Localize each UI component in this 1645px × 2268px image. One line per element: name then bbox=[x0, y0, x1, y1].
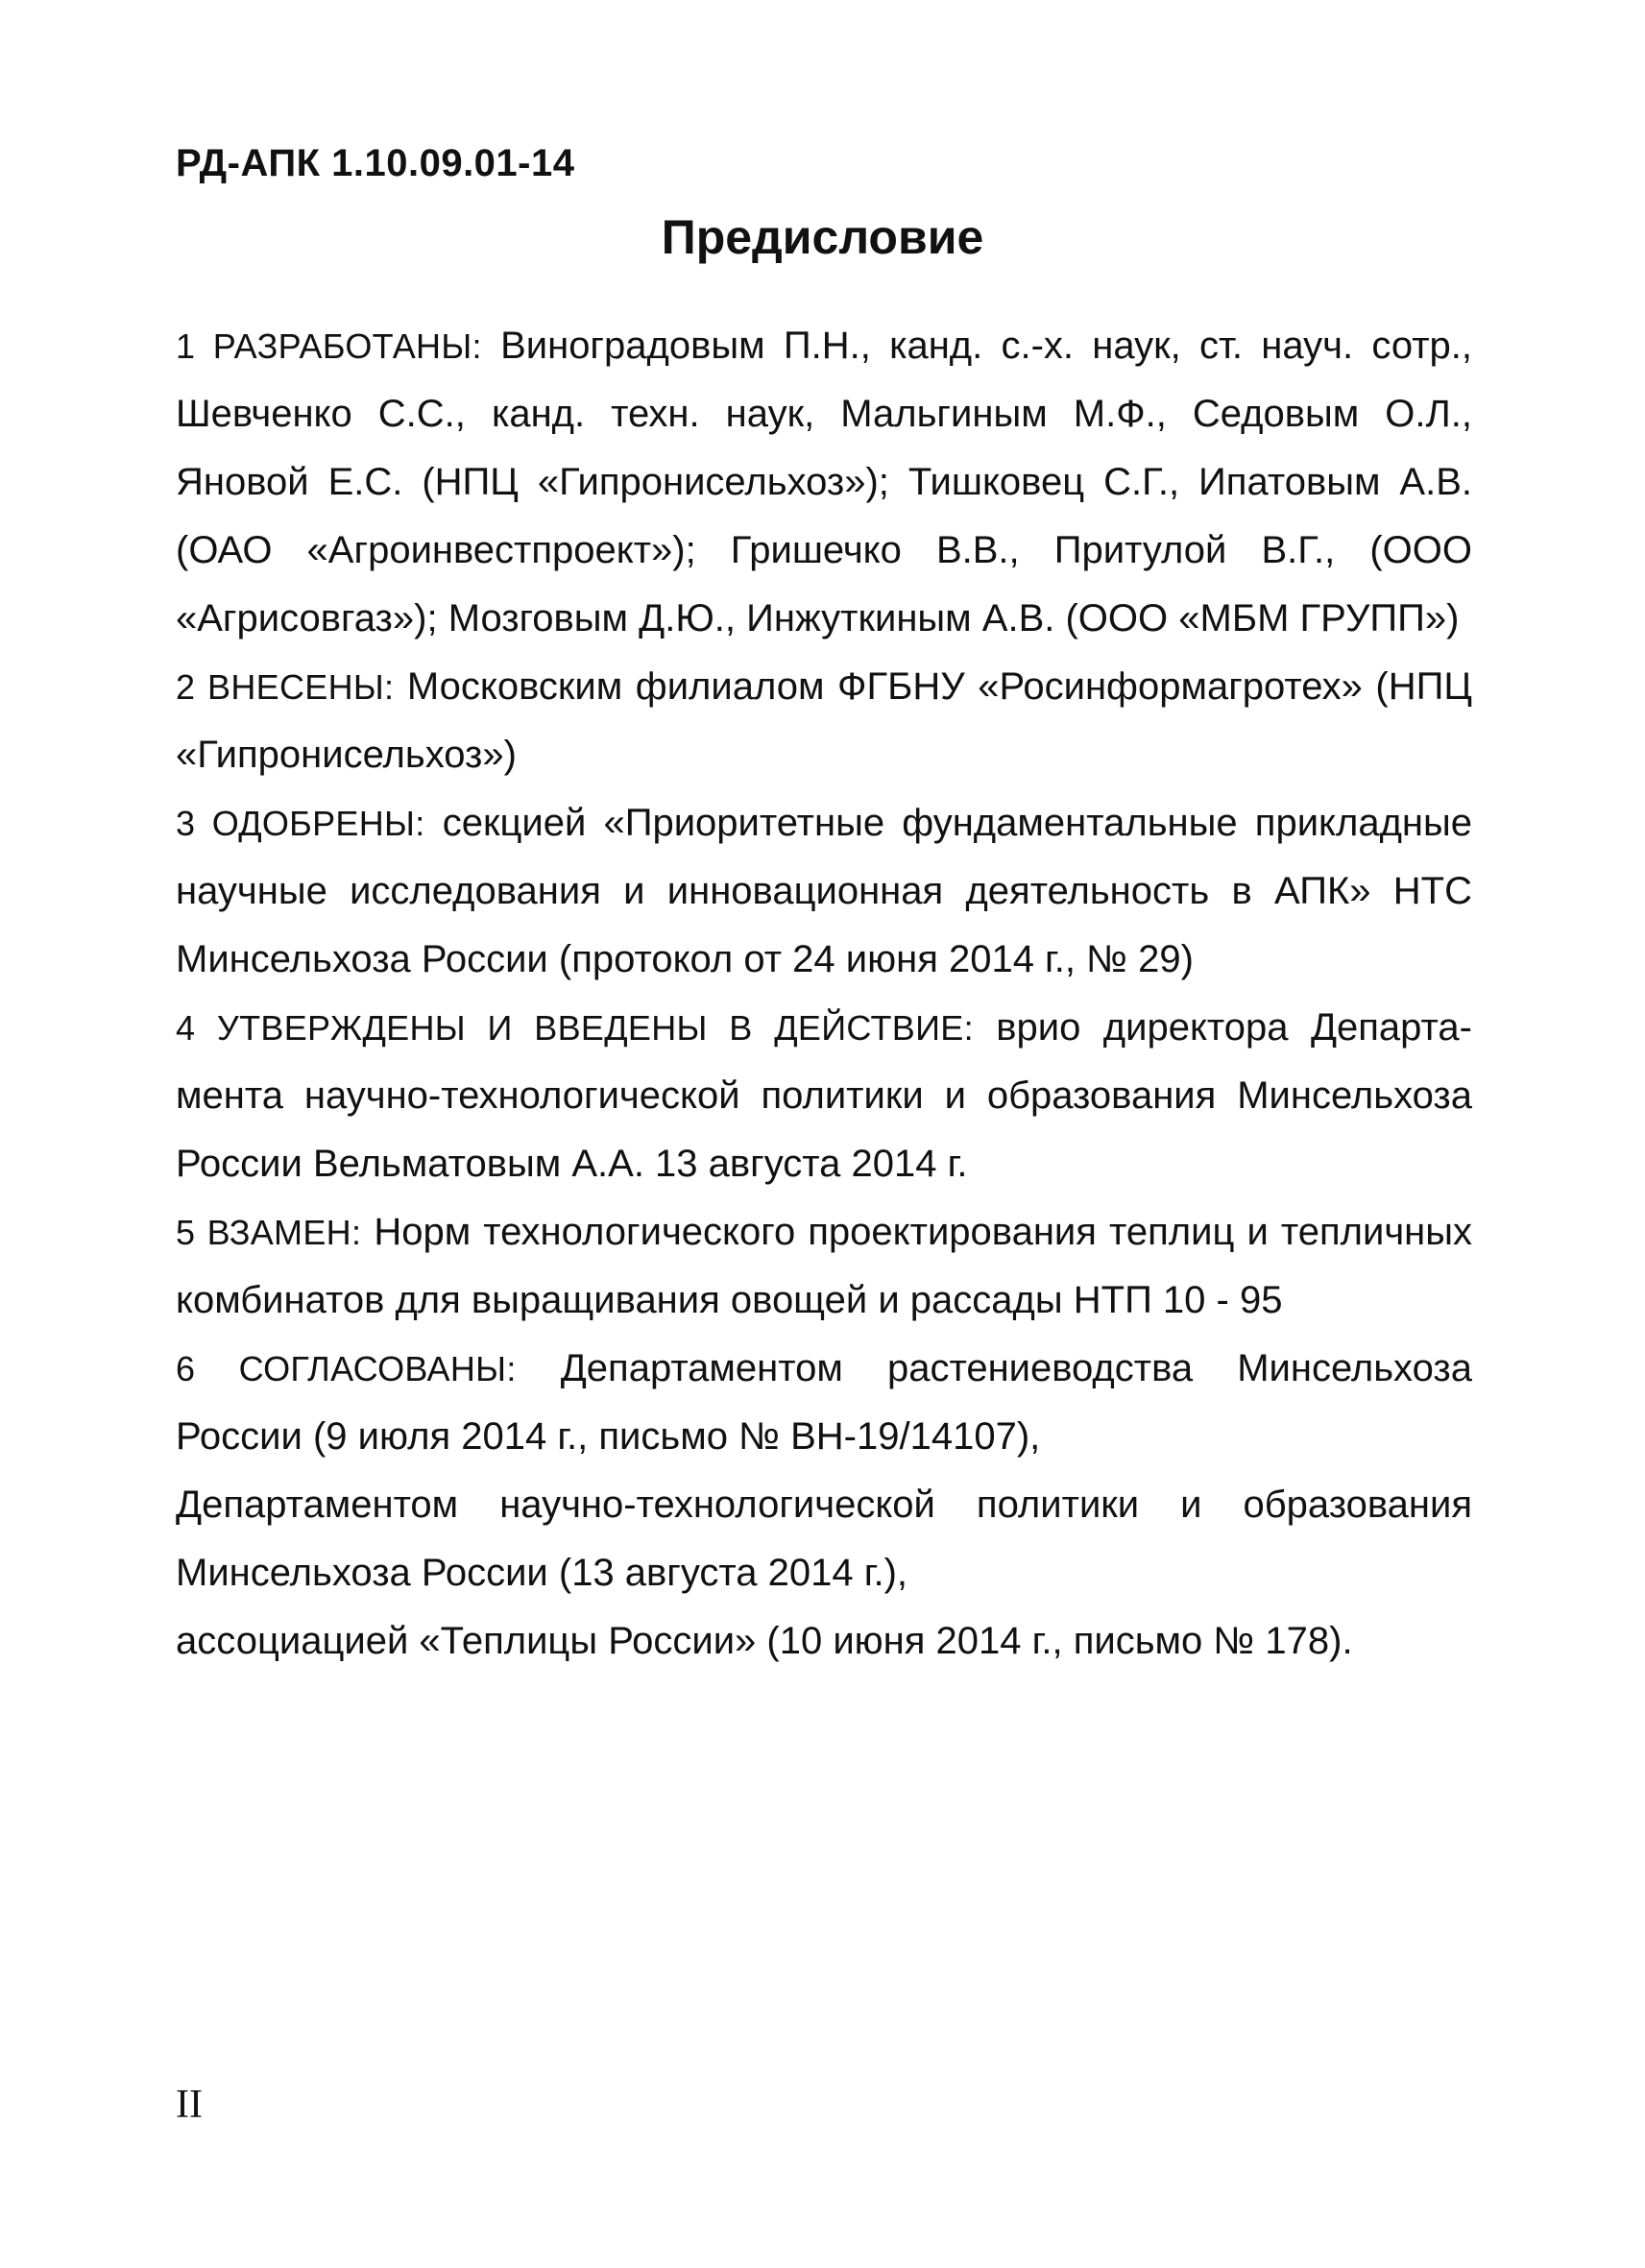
section-lead: 5 ВЗАМЕН: bbox=[176, 1213, 362, 1252]
section-developed bbox=[176, 312, 1472, 653]
section-text: Виноградовым П.Н., канд. с.-х. наук, ст. науч. сотр., Шевченко С.С., канд. техн. наук, Мальгиным М.Ф., Седовым О.Л., Яновой Е.С. (НПЦ «Гипронисельхоз»); Тишковец С.Г., Ипатовым А.В. (ОАО «Агроинвестпроект»); Гришечко В.В., Притулой В.Г., (ООО «Агрисовгаз»); Мозговым Д.Ю., Инжуткиным А.В. (ООО «МБМ ГРУПП») bbox=[176, 325, 1472, 639]
page-title: Предисловие bbox=[661, 210, 984, 264]
section-text: Департаментом растениеводства Минсельхоза России (9 июля 2014 г., письмо № ВН-19/14107), bbox=[176, 1347, 1472, 1458]
agreed-continuation-1: Департаментом научно-технологической политики и образования Минсельхоза России (13 августа 2014 г.), bbox=[176, 1484, 1472, 1594]
section-approved bbox=[176, 789, 1472, 994]
section-submitted bbox=[176, 653, 1472, 789]
section-lead: 3 ОДОБРЕНЫ: bbox=[176, 804, 425, 843]
section-replaces bbox=[176, 1198, 1472, 1335]
section-text: секцией «Приоритетные фундаментальные прикладные научные исследования и инновационная деятельность в АПК» НТС Минсельхоза России (протокол от 24 июня 2014 г., № 29) bbox=[176, 802, 1473, 980]
section-lead: 2 ВНЕСЕНЫ: bbox=[176, 667, 395, 707]
section-text: Московским филиалом ФГБНУ «Росинформагротех» (НПЦ «Гипронисельхоз») bbox=[176, 665, 1472, 776]
document-code: РД-АПК 1.10.09.01-14 bbox=[176, 142, 575, 184]
section-lead: 4 УТВЕРЖДЕНЫ И ВВЕДЕНЫ В ДЕЙСТВИЕ: bbox=[176, 1008, 974, 1048]
section-ratified bbox=[176, 994, 1472, 1198]
preface-body bbox=[176, 312, 1472, 1676]
section-text: врио директора Департамента научно-технологической политики и образования Минсельхоза России Вельматовым А.А. 13 августа 2014 г. bbox=[176, 1006, 1472, 1185]
section-agreed bbox=[176, 1335, 1472, 1471]
section-text: Норм технологического проектирования теплиц и тепличных комбинатов для выращивания овощей и рассады НТП 10 - 95 bbox=[176, 1211, 1472, 1321]
agreed-continuation-2: ассоциацией «Теплицы России» (10 июня 2014 г., письмо № 178). bbox=[176, 1620, 1353, 1662]
section-lead: 6 СОГЛАСОВАНЫ: bbox=[176, 1349, 517, 1388]
section-lead: 1 РАЗРАБОТАНЫ: bbox=[176, 326, 482, 366]
page-number: II bbox=[176, 2083, 203, 2127]
